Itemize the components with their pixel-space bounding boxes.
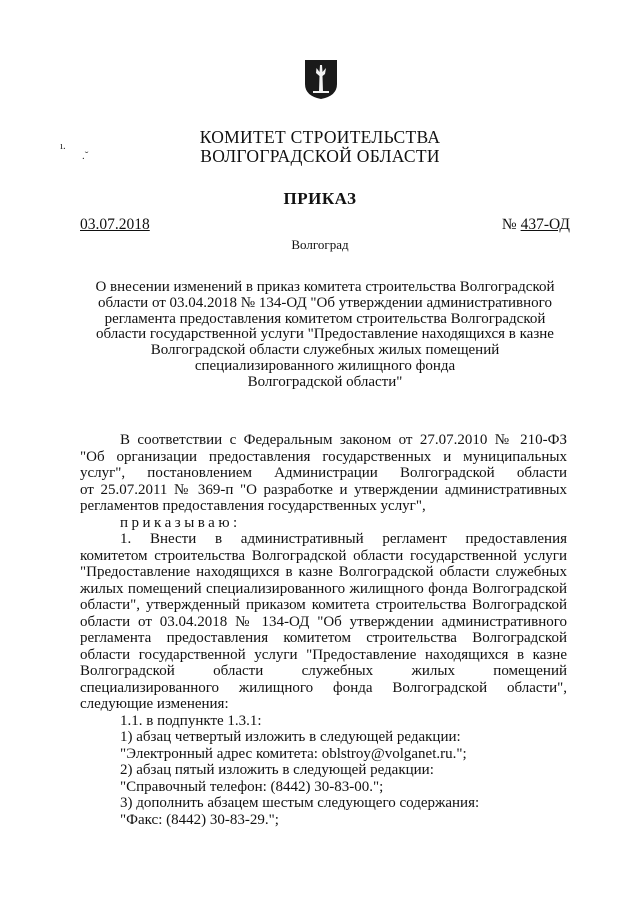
number-value: 437-ОД <box>520 216 570 233</box>
subject-line: области государственной услуги "Предоставление находящихся в казне <box>96 326 554 343</box>
sub-line: 1.1. в подпункте 1.3.1: <box>120 712 262 729</box>
subject-line: Волгоградской области" <box>247 373 403 390</box>
body-line: "Об организации предоставления государственных и муниципальных <box>80 448 567 465</box>
item-line: "Предоставление находящихся в казне Волгоградской области служебных <box>80 564 567 580</box>
item-line: Волгоградской области служебных жилых помещений <box>80 663 567 679</box>
document-type: ПРИКАЗ <box>283 189 357 208</box>
subject-line: области от 03.04.2018 № 134-ОД "Об утверждении административного <box>98 294 552 311</box>
item-line: комитетом строительства Волгоградской области государственной услуги <box>80 547 567 564</box>
order-word: приказываю: <box>120 514 241 531</box>
subject-line: специализированного жилищного фонда <box>194 357 456 374</box>
sub-line: 3) дополнить абзацем шестым следующего содержания: <box>120 795 480 811</box>
subject-line: регламента предоставления комитетом строительства Волгоградской <box>104 310 546 327</box>
scan-mark: .ˇ <box>82 150 89 162</box>
document-subject <box>85 280 565 391</box>
sub-line: 2) абзац пятый изложить в следующей редакции: <box>120 762 434 778</box>
body-line: В соответствии с Федеральным законом от 27.07.2010 № 210-ФЗ <box>120 432 567 448</box>
item-line: жилых помещений специализированного жилищного фонда Волгоградской <box>80 580 567 597</box>
document-body <box>80 432 567 828</box>
item-line: специализированного жилищного фонда Волгоградской области", <box>80 679 567 696</box>
org-name-line1: КОМИТЕТ СТРОИТЕЛЬСТВА <box>199 127 441 147</box>
item-line: регламента предоставления комитетом строительства Волгоградской <box>80 630 567 646</box>
body-line: регламентов предоставления государственных услуг", <box>80 498 426 514</box>
number-prefix: № <box>501 216 521 233</box>
item-line: 1. Внести в административный регламент предоставления <box>120 531 567 547</box>
item-line: области государственной услуги "Предоставление находящихся в казне <box>80 646 567 663</box>
document-date: 03.07.2018 <box>80 216 150 233</box>
scan-mark: ı. <box>60 140 66 152</box>
subject-line: О внесении изменений в приказ комитета строительства Волгоградской <box>95 279 555 295</box>
subject-line: Волгоградской области служебных жилых помещений <box>150 342 500 359</box>
sub-line: 1) абзац четвертый изложить в следующей редакции: <box>120 729 461 745</box>
item-line: следующие изменения: <box>80 696 229 712</box>
coat-of-arms-icon <box>303 58 339 100</box>
body-line: от 25.07.2011 № 369-п "О разработке и утверждении административных <box>80 481 567 498</box>
body-line: услуг", постановлением Администрации Волгоградской области <box>80 465 567 481</box>
sub-line: "Электронный адрес комитета: oblstroy@volganet.ru."; <box>120 745 467 762</box>
sub-line: "Факс: (8442) 30-83-29."; <box>120 811 279 828</box>
document-city: Волгоград <box>291 237 349 252</box>
item-line: области", утвержденный приказом комитета строительства Волгоградской <box>80 597 567 613</box>
item-line: области от 03.04.2018 № 134-ОД "Об утверждении административного <box>80 613 567 630</box>
org-name-line2: ВОЛГОГРАДСКОЙ ОБЛАСТИ <box>200 146 440 166</box>
sub-line: "Справочный телефон: (8442) 30-83-00."; <box>120 778 384 795</box>
document-number <box>502 216 570 234</box>
